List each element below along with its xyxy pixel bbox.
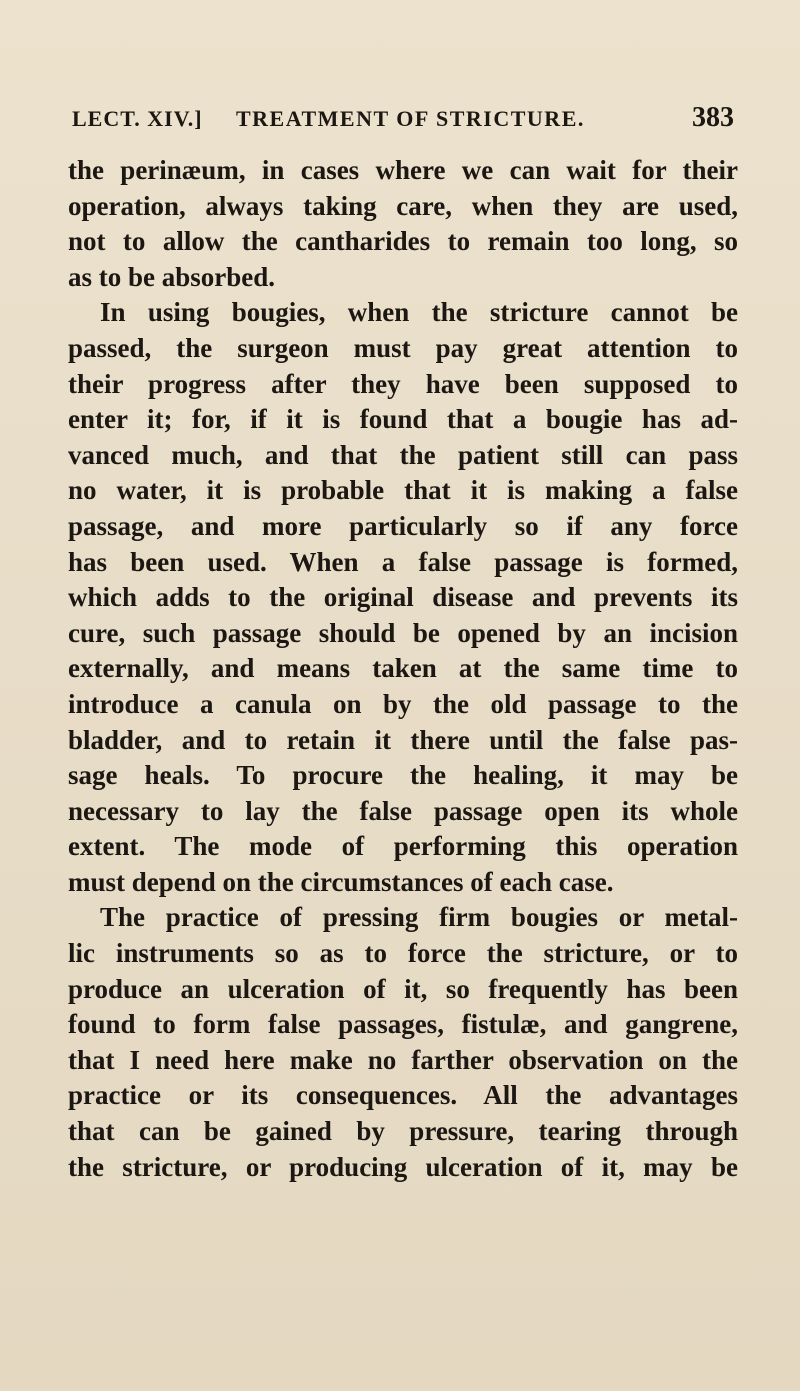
text-line: not to allow the cantharides to remain too long, so — [68, 226, 738, 257]
chapter-title: TREATMENT OF STRICTURE. — [236, 106, 585, 131]
text-line: that I need here make no farther observation on the — [68, 1044, 738, 1075]
text-line: enter it; for, if it is found that a bougie has ad- — [68, 404, 738, 435]
lecture-number: LECT. XIV.] — [72, 106, 203, 131]
text-line: The practice of pressing firm bougies or metal- — [100, 902, 738, 933]
text-line: found to form false passages, fistulæ, and gangrene, — [68, 1009, 738, 1040]
text-line: sage heals. To procure the healing, it may be — [68, 760, 738, 791]
text-line: externally, and means taken at the same time to — [68, 653, 738, 684]
text-line: which adds to the original disease and prevents its — [68, 582, 738, 613]
text-line: produce an ulceration of it, so frequently has been — [68, 973, 738, 1004]
text-line: necessary to lay the false passage open its whole — [68, 795, 738, 826]
text-line: passed, the surgeon must pay great attention to — [68, 332, 738, 363]
text-line: cure, such passage should be opened by an incision — [68, 617, 738, 648]
running-header — [72, 102, 734, 142]
page-number: 383 — [692, 102, 734, 133]
text-line: has been used. When a false passage is formed, — [68, 546, 738, 577]
text-line: must depend on the circumstances of each case. — [68, 866, 614, 897]
text-line: bladder, and to retain it there until the false pas- — [68, 724, 738, 755]
text-line: passage, and more particularly so if any force — [68, 510, 738, 541]
text-line: the perinæum, in cases where we can wait for their — [68, 155, 738, 185]
text-line: as to be absorbed. — [68, 261, 276, 292]
text-line: that can be gained by pressure, tearing through — [68, 1116, 738, 1147]
text-line: practice or its consequences. All the advantages — [68, 1080, 738, 1111]
text-line: lic instruments so as to force the stricture, or to — [68, 938, 738, 969]
text-line: no water, it is probable that it is making a false — [68, 475, 738, 506]
text-line: their progress after they have been supposed to — [68, 368, 738, 399]
text-line: introduce a canula on by the old passage to the — [68, 688, 738, 719]
text-line: the stricture, or producing ulceration of it, may be — [68, 1151, 738, 1182]
body-text — [68, 153, 738, 1185]
text-line: vanced much, and that the patient still can pass — [68, 439, 738, 470]
text-line: extent. The mode of performing this operation — [68, 831, 738, 862]
text-line: operation, always taking care, when they are used, — [68, 190, 738, 221]
text-line: In using bougies, when the stricture cannot be — [100, 297, 738, 328]
